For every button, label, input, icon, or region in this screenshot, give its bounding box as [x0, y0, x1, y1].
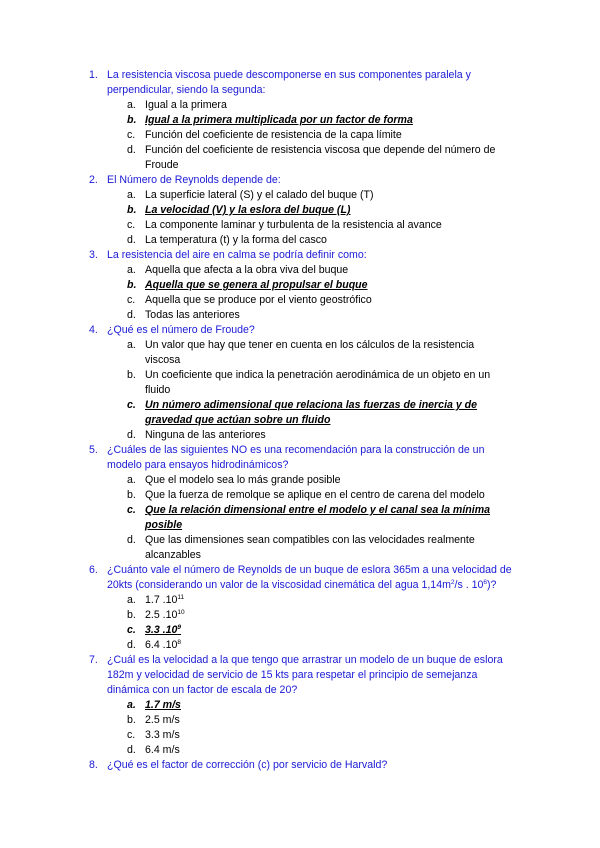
- option-letter: d.: [127, 234, 136, 246]
- option-letter: b.: [127, 279, 137, 291]
- option-letter: c.: [127, 129, 136, 141]
- question-text: [0, 173, 600, 188]
- option-text: [145, 624, 181, 636]
- option-c-correct: [0, 623, 600, 638]
- option-text: Que la relación dimensional entre el modelo y el canal sea la mínima posible: [145, 504, 491, 531]
- option-exponent: 10: [177, 609, 185, 616]
- option-b: [0, 713, 600, 728]
- question-prompt-part: )?: [487, 579, 497, 591]
- option-d: [0, 233, 600, 248]
- option-c-correct: [0, 503, 600, 533]
- option-d: [0, 143, 600, 173]
- option-letter: b.: [127, 714, 136, 726]
- question-2: [0, 173, 600, 248]
- option-letter: d.: [127, 744, 136, 756]
- option-text: Un valor que hay que tener en cuenta en los cálculos de la resistencia viscosa: [145, 339, 475, 366]
- superscript: 6: [483, 579, 488, 586]
- option-letter: b.: [127, 114, 137, 126]
- question-text: [0, 68, 600, 98]
- option-letter: c.: [127, 729, 136, 741]
- question-7: [0, 653, 600, 758]
- option-a: [0, 188, 600, 203]
- option-letter: a.: [127, 339, 136, 351]
- option-a: [0, 263, 600, 278]
- option-letter: a.: [127, 99, 136, 111]
- option-a: [0, 98, 600, 113]
- question-prompt: [107, 564, 512, 591]
- question-number: 1.: [89, 69, 98, 81]
- option-text: Todas las anteriores: [145, 309, 240, 321]
- option-letter: d.: [127, 144, 136, 156]
- option-d: [0, 428, 600, 443]
- question-1: [0, 68, 600, 173]
- option-text: Que las dimensiones sean compatibles con las velocidades realmente alcanzables: [145, 534, 475, 561]
- option-text: La componente laminar y turbulenta de la resistencia al avance: [145, 219, 442, 231]
- option-text: [145, 594, 184, 606]
- option-letter: a.: [127, 594, 136, 606]
- option-exponent: 8: [177, 639, 182, 646]
- option-b: [0, 488, 600, 503]
- option-a: [0, 473, 600, 488]
- option-b-correct: [0, 203, 600, 218]
- option-d: [0, 533, 600, 563]
- options-list: [0, 473, 600, 563]
- question-number: 4.: [89, 324, 98, 336]
- option-c: [0, 128, 600, 143]
- option-text: Un coeficiente que indica la penetración aerodinámica de un objeto en un fluido: [145, 369, 491, 396]
- option-text: La velocidad (V) y la eslora del buque (L): [145, 204, 351, 216]
- option-text: Función del coeficiente de resistencia de la capa límite: [145, 129, 402, 141]
- options-list: [0, 338, 600, 443]
- option-text: Aquella que afecta a la obra viva del buque: [145, 264, 349, 276]
- option-text: Igual a la primera: [145, 99, 227, 111]
- option-text: 2.5 m/s: [145, 714, 180, 726]
- option-a: [0, 338, 600, 368]
- options-list: [0, 98, 600, 173]
- option-letter: c.: [127, 294, 136, 306]
- option-letter: b.: [127, 489, 136, 501]
- option-letter: d.: [127, 309, 136, 321]
- options-list: [0, 593, 600, 653]
- option-text: Un número adimensional que relaciona las fuerzas de inercia y de gravedad que actúan sobre un fluido: [145, 399, 478, 426]
- option-text: Función del coeficiente de resistencia viscosa que depende del número de Froude: [145, 144, 496, 171]
- question-prompt: ¿Qué es el factor de corrección (c) por servicio de Harvald?: [107, 759, 388, 771]
- option-d: [0, 308, 600, 323]
- option-letter: d.: [127, 639, 136, 651]
- question-prompt: ¿Cuál es la velocidad a la que tengo que arrastrar un modelo de un buque de eslora 182m y velocidad de servicio de 15 kts para respetar el principio de semejanza dinámica con un factor de escala de 20?: [107, 654, 503, 696]
- option-letter: c.: [127, 219, 136, 231]
- option-c: [0, 728, 600, 743]
- question-number: 2.: [89, 174, 98, 186]
- option-letter: a.: [127, 189, 136, 201]
- option-letter: a.: [127, 264, 136, 276]
- question-text: [0, 443, 600, 473]
- question-prompt-part: ¿Cuánto vale el número de Reynolds de un buque de eslora 365m a una velocidad de 20kts (considerando un valor de la viscosidad cinemática del agua 1,14m: [107, 564, 512, 591]
- option-a: [0, 593, 600, 608]
- option-base: 3.3 .10: [145, 624, 178, 636]
- document-page: [0, 68, 600, 773]
- option-b: [0, 368, 600, 398]
- option-letter: c.: [127, 504, 136, 516]
- question-4: [0, 323, 600, 443]
- option-letter: b.: [127, 609, 136, 621]
- option-text: Que el modelo sea lo más grande posible: [145, 474, 341, 486]
- option-text: Aquella que se produce por el viento geostrófico: [145, 294, 372, 306]
- question-prompt: ¿Qué es el número de Froude?: [107, 324, 255, 336]
- superscript: 2: [450, 579, 455, 586]
- option-letter: c.: [127, 399, 136, 411]
- option-d: [0, 743, 600, 758]
- question-number: 8.: [89, 759, 98, 771]
- option-c-correct: [0, 398, 600, 428]
- question-text: [0, 248, 600, 263]
- question-number: 3.: [89, 249, 98, 261]
- question-prompt-part: /s . 10: [454, 579, 484, 591]
- option-d: [0, 638, 600, 653]
- question-text: [0, 563, 600, 593]
- option-letter: a.: [127, 699, 136, 711]
- option-text: Que la fuerza de remolque se aplique en el centro de carena del modelo: [145, 489, 485, 501]
- option-b-correct: [0, 113, 600, 128]
- option-text: [145, 609, 185, 621]
- option-text: Ninguna de las anteriores: [145, 429, 266, 441]
- option-base: 2.5 .10: [145, 609, 178, 621]
- question-number: 6.: [89, 564, 98, 576]
- options-list: [0, 188, 600, 248]
- question-5: [0, 443, 600, 563]
- option-text: La superficie lateral (S) y el calado del buque (T): [145, 189, 374, 201]
- question-text: [0, 758, 600, 773]
- question-text: [0, 653, 600, 698]
- option-letter: b.: [127, 369, 136, 381]
- option-b: [0, 608, 600, 623]
- option-letter: d.: [127, 429, 136, 441]
- question-6: [0, 563, 600, 653]
- option-letter: a.: [127, 474, 136, 486]
- question-text: [0, 323, 600, 338]
- question-number: 5.: [89, 444, 98, 456]
- option-exponent: 9: [177, 624, 182, 631]
- question-prompt: ¿Cuáles de las siguientes NO es una recomendación para la construcción de un modelo para ensayos hidrodinámicos?: [107, 444, 485, 471]
- option-text: La temperatura (t) y la forma del casco: [145, 234, 327, 246]
- options-list: [0, 263, 600, 323]
- option-letter: c.: [127, 624, 136, 636]
- option-text: 6.4 m/s: [145, 744, 180, 756]
- question-prompt: El Número de Reynolds depende de:: [107, 174, 281, 186]
- question-3: [0, 248, 600, 323]
- option-base: 6.4 .10: [145, 639, 178, 651]
- option-text: [145, 639, 181, 651]
- question-prompt: La resistencia viscosa puede descomponerse en sus componentes paralela y perpendicular, siendo la segunda:: [107, 69, 471, 96]
- option-exponent: 11: [177, 594, 185, 601]
- option-text: 3.3 m/s: [145, 729, 180, 741]
- options-list: [0, 698, 600, 758]
- option-text: Igual a la primera multiplicada por un factor de forma: [145, 114, 413, 126]
- option-letter: b.: [127, 204, 137, 216]
- question-prompt: La resistencia del aire en calma se podría definir como:: [107, 249, 367, 261]
- option-base: 1.7 .10: [145, 594, 178, 606]
- option-letter: d.: [127, 534, 136, 546]
- question-8: [0, 758, 600, 773]
- question-number: 7.: [89, 654, 98, 666]
- option-c: [0, 293, 600, 308]
- option-text: Aquella que se genera al propulsar el buque: [145, 279, 368, 291]
- option-a-correct: [0, 698, 600, 713]
- option-b-correct: [0, 278, 600, 293]
- option-text: 1.7 m/s: [145, 699, 181, 711]
- option-c: [0, 218, 600, 233]
